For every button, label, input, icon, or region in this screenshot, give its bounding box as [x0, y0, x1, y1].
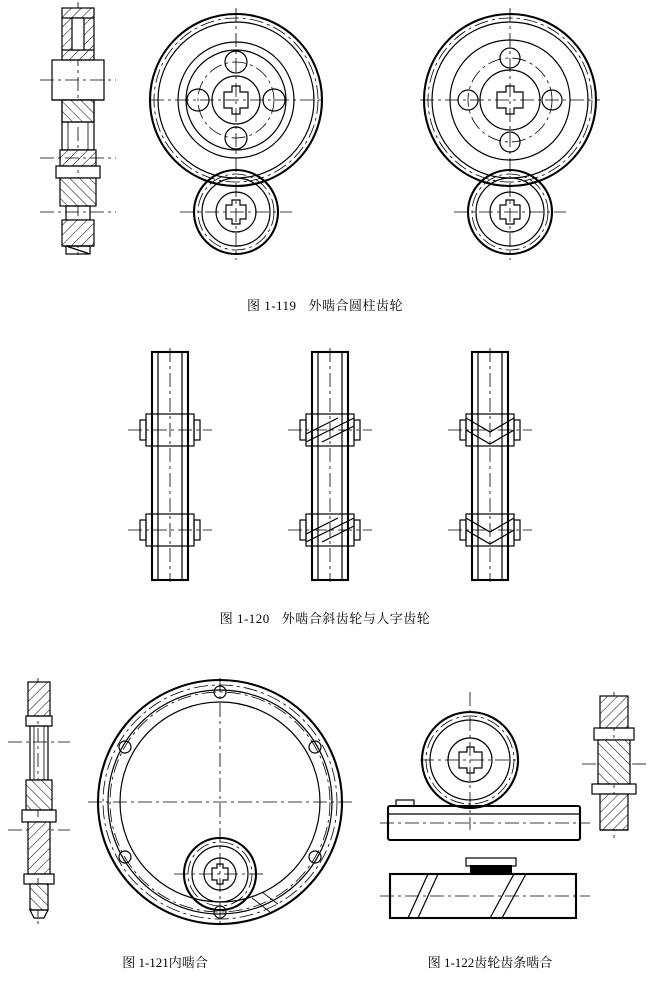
internal-gear-front-view: [88, 678, 352, 928]
figure-1-120-number: 图 1-120: [219, 611, 270, 626]
figure-1-122-number: 图 1-122: [427, 955, 475, 970]
gear-pair-section-view: [40, 2, 116, 255]
figure-1-119-drawing: [0, 0, 650, 290]
figure-1-122-title: 齿轮齿条啮合: [474, 955, 553, 970]
figure-1-122-caption: [330, 952, 650, 971]
figure-1-121-caption: [0, 952, 330, 971]
herringbone-gear-side-view: [448, 348, 532, 582]
spur-gear-side-view: [128, 348, 212, 582]
figure-1-119-title: 外啮合圆柱齿轮: [308, 298, 404, 313]
figure-1-120-drawing: [0, 330, 650, 600]
figure-1-121-number: 图 1-121: [122, 955, 169, 970]
figure-1-121-title: 内啮合: [168, 955, 208, 970]
figure-1-120-caption: [0, 608, 650, 627]
helical-gear-side-view: [288, 348, 372, 582]
gear-front-view-left: [150, 8, 322, 260]
internal-mesh-section-view: [8, 678, 70, 925]
figure-1-121-1-122-drawing: [0, 660, 650, 945]
gear-rack-mesh-views: [380, 692, 648, 918]
figure-1-119-number: 图 1-119: [246, 298, 297, 313]
gear-front-view-right: [420, 8, 600, 260]
figure-1-119-caption: [0, 295, 650, 314]
figure-1-120-title: 外啮合斜齿轮与人字齿轮: [281, 611, 431, 626]
